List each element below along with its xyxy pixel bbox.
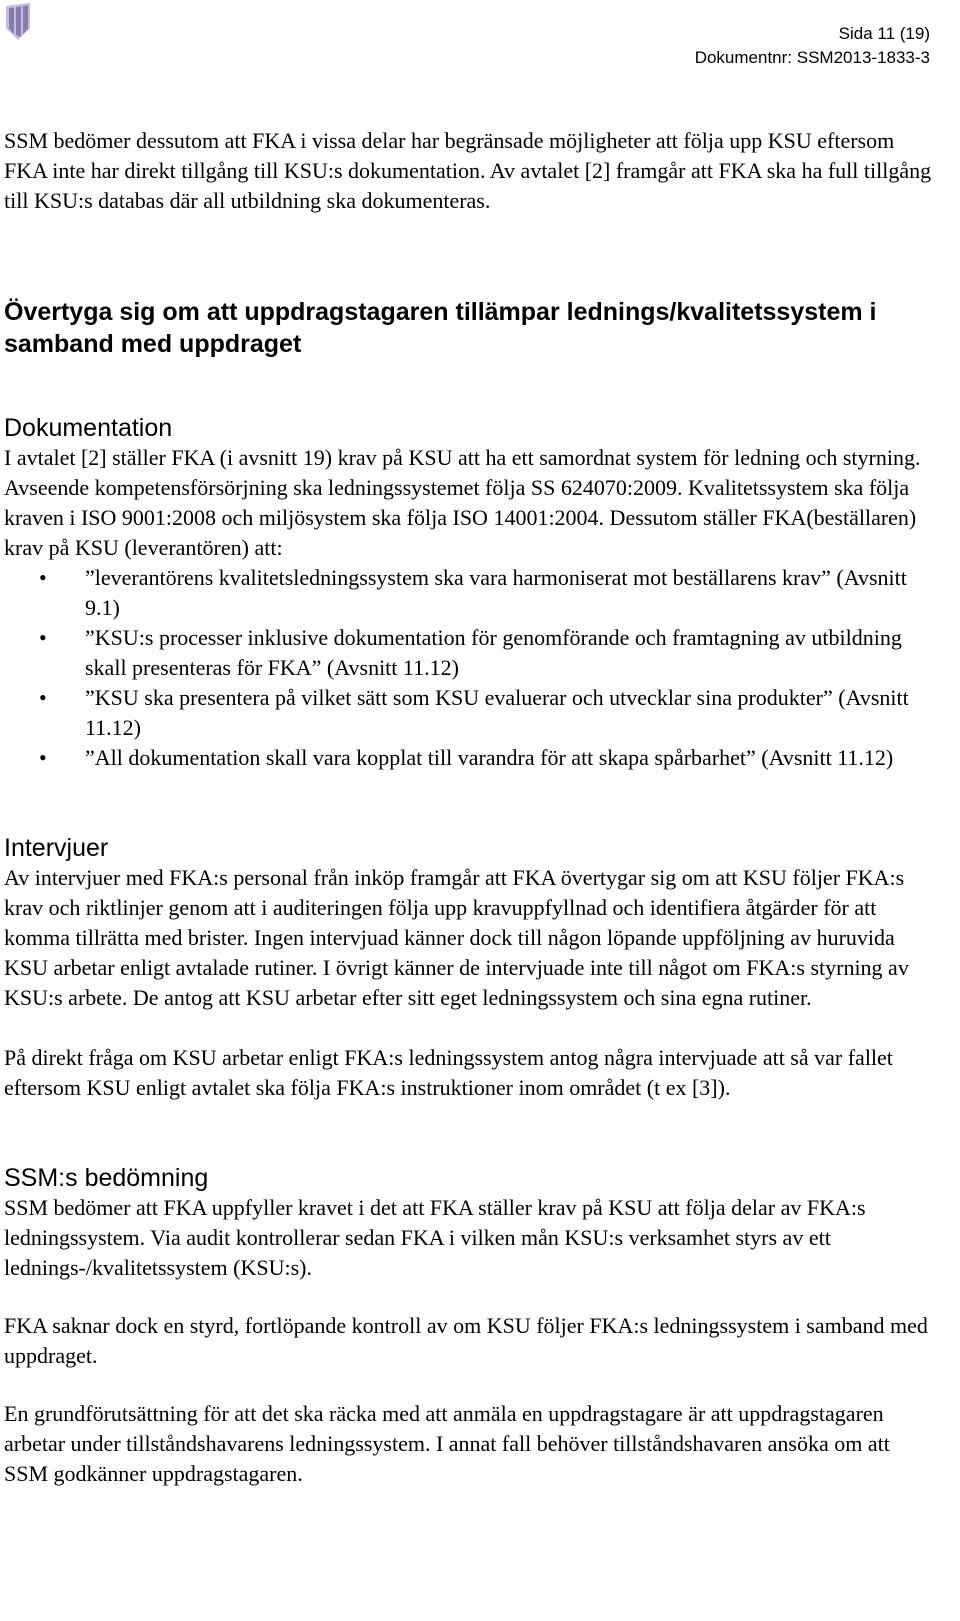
bullet-icon: •: [39, 625, 47, 650]
list-item: [4, 563, 934, 623]
document-body: [4, 126, 934, 1489]
bullet-icon: •: [39, 685, 47, 710]
section-heading: Övertyga sig om att uppdragstagaren tillämpar lednings/kvalitetssystem i samband med uppdraget: [4, 298, 877, 358]
bedomning-paragraph: SSM bedömer att FKA uppfyller kravet i det att FKA ställer krav på KSU att följa delar av FKA:s ledningssystem. Via audit kontrollerar sedan FKA i vilken mån KSU:s verksamhet styrs av ett lednings-/kvalitetssystem (KSU:s).: [4, 1195, 866, 1280]
page-number: Sida 11 (19): [838, 24, 930, 43]
document-number: Dokumentnr: SSM2013-1833-3: [694, 48, 930, 67]
list-item: [4, 683, 934, 743]
requirements-list: [4, 563, 934, 773]
intro-paragraph: SSM bedömer dessutom att FKA i vissa delar har begränsade möjligheter att följa upp KSU eftersom FKA inte har direkt tillgång till KSU:s dokumentation. Av avtalet [2] framgår att FKA ska ha full tillgång till KSU:s databas där all utbildning ska dokumenteras.: [4, 128, 932, 213]
list-item-text: ”KSU:s processer inklusive dokumentation för genomförande och framtagning av utbildning skall presenteras för FKA” (Avsnitt 11.12): [85, 625, 902, 680]
list-item-text: ”All dokumentation skall vara kopplat till varandra för att skapa spårbarhet” (Avsnitt 11.12): [85, 745, 894, 770]
bullet-icon: •: [39, 565, 47, 590]
bedomning-paragraph: FKA saknar dock en styrd, fortlöpande kontroll av om KSU följer FKA:s ledningssystem i samband med uppdraget.: [4, 1313, 928, 1368]
list-item-text: ”KSU ska presentera på vilket sätt som KSU evaluerar och utvecklar sina produkter” (Avsnitt 11.12): [85, 685, 909, 740]
intervjuer-paragraph: På direkt fråga om KSU arbetar enligt FKA:s ledningssystem antog några intervjuade att så var fallet eftersom KSU enligt avtalet ska följa FKA:s instruktioner inom området (t ex [3]).: [4, 1045, 893, 1100]
bedomning-heading: SSM:s bedömning: [4, 1164, 209, 1192]
list-item: [4, 743, 934, 773]
dokumentation-heading: Dokumentation: [4, 414, 173, 442]
ssm-logo-icon: [4, 2, 32, 42]
bedomning-paragraph: En grundförutsättning för att det ska räcka med att anmäla en uppdragstagare är att uppdragstagaren arbetar under tillståndshavarens ledningssystem. I annat fall behöver tillståndshavaren ansöka om att SSM godkänner uppdragstagaren.: [4, 1401, 890, 1486]
intervjuer-heading: Intervjuer: [4, 834, 109, 862]
list-item-text: ”leverantörens kvalitetsledningssystem ska vara harmoniserat mot beställarens krav” (Avsnitt 9.1): [85, 565, 907, 620]
intervjuer-paragraph: Av intervjuer med FKA:s personal från inköp framgår att FKA övertygar sig om att KSU följer FKA:s krav och riktlinjer genom att i auditeringen följa upp kravuppfyllnad och identifiera åtgärder för att komma tillrätta med brister. Ingen intervjuad känner dock till någon löpande uppföljning av huruvida KSU arbetar enligt avtalade rutiner. I övrigt känner de intervjuade inte till något om FKA:s styrning av KSU:s arbete. De antog att KSU arbetar efter sitt eget ledningssystem och sina egna rutiner.: [4, 865, 909, 1010]
list-item: [4, 623, 934, 683]
dokumentation-paragraph: I avtalet [2] ställer FKA (i avsnitt 19) krav på KSU att ha ett samordnat system för ledning och styrning. Avseende kompetensförsörjning ska ledningssystemet följa SS 624070:2009. Kvalitetssystem ska följa kraven i ISO 9001:2008 och miljösystem ska följa ISO 14001:2004. Dessutom ställer FKA(beställaren) krav på KSU (leverantören) att:: [4, 445, 921, 560]
bullet-icon: •: [39, 745, 47, 770]
